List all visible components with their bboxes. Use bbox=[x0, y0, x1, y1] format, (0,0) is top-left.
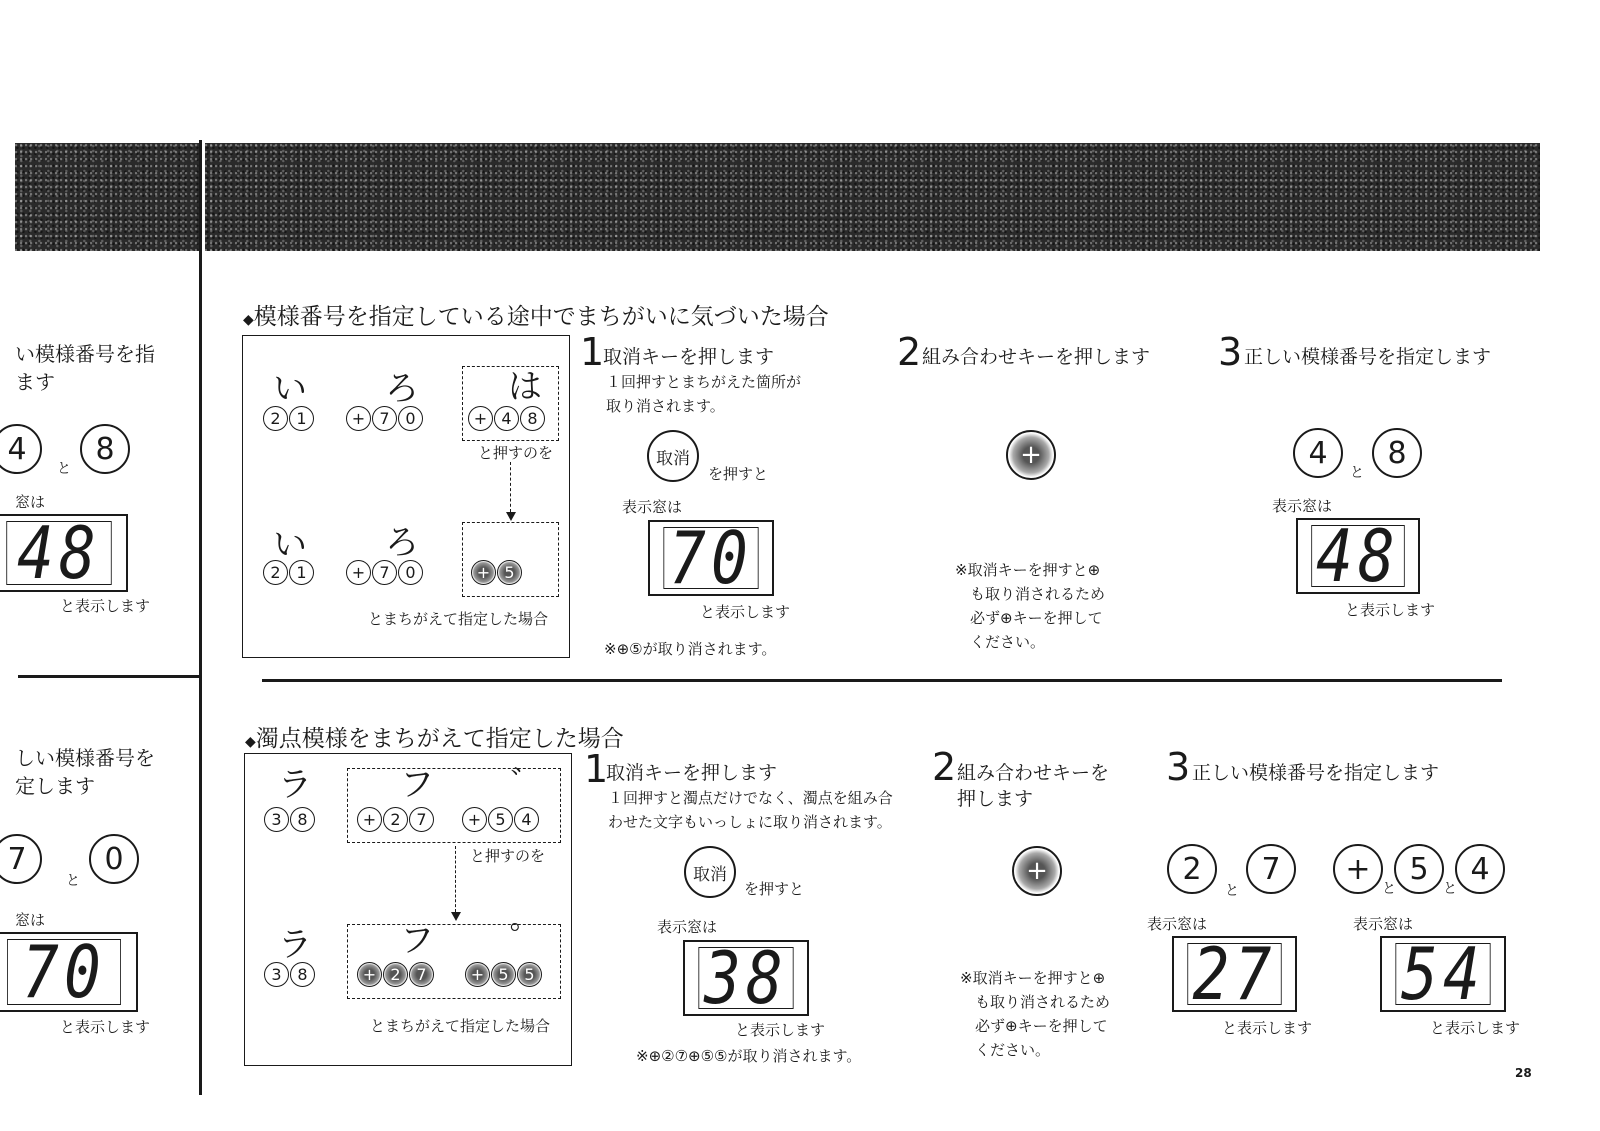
s2-step3-key-2: 2 bbox=[1167, 844, 1217, 894]
s2-kana-fu: フ bbox=[400, 765, 434, 805]
s1-step1-num: 1 bbox=[580, 330, 605, 374]
left-strip-s2-line2: 定します bbox=[15, 774, 95, 798]
s1-keys-p70-2 bbox=[346, 560, 424, 585]
s1-step3-key-4: 4 bbox=[1293, 428, 1343, 478]
s2-step3-key-5: 5 bbox=[1394, 844, 1444, 894]
s1-key-2b: 2 bbox=[263, 560, 288, 585]
s2-keys-wrong-b bbox=[357, 962, 435, 987]
s2-key-plus-cancelled-2: + bbox=[465, 962, 490, 987]
s2-keys-38-2 bbox=[264, 962, 316, 987]
left-strip-display-2-value: 70 bbox=[7, 939, 121, 1005]
s2-key-7-cancelled: 7 bbox=[409, 962, 434, 987]
s2-cancel-key: 取消 bbox=[684, 846, 736, 898]
s2-step1-display-value: 38 bbox=[698, 947, 793, 1009]
s2-step3-title: 正しい模様番号を指定します bbox=[1192, 762, 1440, 784]
s2-step3-to-1: と bbox=[1225, 883, 1239, 899]
s2-step2-num: 2 bbox=[932, 745, 957, 789]
left-strip-s1-line1: い模様番号を指 bbox=[15, 342, 155, 366]
page-number: 28 bbox=[1515, 1066, 1532, 1080]
s1-step3-display-value: 48 bbox=[1311, 525, 1405, 587]
s2-step3-key-4: 4 bbox=[1455, 844, 1505, 894]
s2-step1-title: 取消キーを押します bbox=[606, 762, 778, 784]
s2-step2-note4: ください。 bbox=[975, 1041, 1051, 1059]
section2-title bbox=[245, 720, 624, 753]
s2-key-5-cancelled-2: 5 bbox=[517, 962, 542, 987]
left-strip-shown-2: と表示します bbox=[60, 1018, 151, 1036]
s1-key-plus-cancelled: + bbox=[471, 560, 496, 585]
section1-bullet: ◆ bbox=[243, 312, 254, 328]
s1-kana-ro-2: ろ bbox=[385, 523, 419, 563]
s1-key-8: 8 bbox=[520, 406, 545, 431]
s1-step3-window: 表示窓は bbox=[1272, 497, 1333, 515]
s1-step3-title: 正しい模様番号を指定します bbox=[1244, 346, 1492, 368]
s1-step1-press: を押すと bbox=[708, 465, 769, 483]
s1-wrong-text: とまちがえて指定した場合 bbox=[368, 610, 549, 628]
left-strip-key-8: 8 bbox=[80, 424, 130, 474]
s2-key-3: 3 bbox=[264, 807, 289, 832]
s2-step3-shown-b: と表示します bbox=[1430, 1019, 1521, 1037]
s2-step1-display bbox=[683, 936, 809, 1020]
s2-step2-note2: も取り消されるため bbox=[975, 993, 1111, 1011]
s2-step3-display-a bbox=[1172, 932, 1297, 1016]
s2-keys-p27 bbox=[357, 807, 435, 832]
s2-push-text: と押すのを bbox=[470, 847, 546, 865]
s1-step2-note2: も取り消されるため bbox=[970, 585, 1106, 603]
section2-bullet: ◆ bbox=[245, 734, 256, 750]
s2-key-4: 4 bbox=[514, 807, 539, 832]
page-fold-line bbox=[199, 140, 202, 1095]
s1-step3-shown: と表示します bbox=[1345, 601, 1436, 619]
s2-step3-key-plus: + bbox=[1333, 844, 1383, 894]
s1-key-2: 2 bbox=[263, 406, 288, 431]
s2-combo-plus-icon: + bbox=[1026, 856, 1048, 886]
s2-kana-dakuten: ゛ bbox=[510, 765, 544, 805]
s1-kana-i: い bbox=[273, 369, 307, 409]
s2-key-2-cancelled: 2 bbox=[383, 962, 408, 987]
s1-step3-key-8: 8 bbox=[1372, 428, 1422, 478]
s1-step2-note1: ※取消キーを押すと⊕ bbox=[955, 561, 1101, 579]
s1-cancel-key: 取消 bbox=[647, 430, 699, 482]
s1-key-7: 7 bbox=[372, 406, 397, 431]
s2-step1-desc1: １回押すと濁点だけでなく、濁点を組み合 bbox=[608, 789, 893, 807]
s1-kana-i-2: い bbox=[273, 525, 307, 565]
s2-keys-38 bbox=[264, 807, 316, 832]
s1-step2-note3: 必ず⊕キーを押して bbox=[970, 609, 1103, 627]
s1-step3-to: と bbox=[1350, 465, 1364, 481]
s2-step3-display-b-value: 54 bbox=[1395, 943, 1490, 1005]
section2-title-text: 濁点模様をまちがえて指定した場合 bbox=[255, 726, 624, 752]
s1-key-plus: + bbox=[346, 406, 371, 431]
left-strip-s2-line1: しい模様番号を bbox=[15, 746, 155, 770]
s2-step1-window: 表示窓は bbox=[657, 918, 718, 936]
s2-key-8b: 8 bbox=[290, 962, 315, 987]
s2-arrow-line bbox=[455, 846, 456, 912]
s1-push-text: と押すのを bbox=[478, 444, 554, 462]
s2-key-plus: + bbox=[357, 807, 382, 832]
s2-step2-note3: 必ず⊕キーを押して bbox=[975, 1017, 1108, 1035]
s1-step1-desc2: 取り消されます。 bbox=[606, 397, 725, 415]
s1-step3-num: 3 bbox=[1218, 330, 1243, 374]
s2-key-plus-cancelled: + bbox=[357, 962, 382, 987]
section-divider bbox=[18, 675, 200, 678]
s2-step2-title1: 組み合わせキーを bbox=[957, 762, 1110, 784]
s2-key-8: 8 bbox=[290, 807, 315, 832]
s1-key-7b: 7 bbox=[372, 560, 397, 585]
s2-key-7: 7 bbox=[409, 807, 434, 832]
s1-keys-wrong bbox=[471, 560, 523, 585]
left-strip-to-2: と bbox=[66, 873, 80, 889]
s2-step3-to-2: と bbox=[1382, 881, 1396, 897]
left-strip-window-label: 窓は bbox=[15, 493, 46, 511]
left-strip-shown-1: と表示します bbox=[60, 597, 151, 615]
s1-step2-title: 組み合わせキーを押します bbox=[922, 346, 1151, 368]
s1-key-0b: 0 bbox=[398, 560, 423, 585]
left-strip-key-0: 0 bbox=[89, 834, 139, 884]
s2-keys-wrong-c bbox=[465, 962, 543, 987]
s2-step1-press: を押すと bbox=[744, 880, 805, 898]
s1-step1-note: ※⊕⑤が取り消されます。 bbox=[604, 640, 777, 658]
s1-step1-desc1: １回押すとまちがえた箇所が bbox=[606, 373, 802, 391]
s2-step3-display-a-value: 27 bbox=[1187, 943, 1281, 1005]
s1-step2-note4: ください。 bbox=[970, 633, 1046, 651]
left-strip-key-7: 7 bbox=[0, 834, 42, 884]
section1-title bbox=[243, 298, 829, 331]
s1-kana-ha: は bbox=[508, 367, 542, 407]
s2-step3-shown-a: と表示します bbox=[1222, 1019, 1313, 1037]
left-strip-s1-line2: ます bbox=[15, 370, 55, 394]
s1-keys-21-2 bbox=[263, 560, 315, 585]
s1-key-plus-b: + bbox=[346, 560, 371, 585]
left-strip-display-1 bbox=[0, 511, 128, 595]
s2-step3-num: 3 bbox=[1166, 745, 1191, 789]
s2-kana-ra-2: ラ bbox=[278, 925, 312, 965]
s2-step2-title2: 押します bbox=[957, 788, 1034, 810]
s1-key-5-cancelled: 5 bbox=[497, 560, 522, 585]
s1-step2-num: 2 bbox=[897, 330, 922, 374]
s2-step3-window-b: 表示窓は bbox=[1353, 915, 1414, 933]
left-strip-display-2 bbox=[0, 932, 138, 1012]
s1-arrow-line bbox=[510, 462, 511, 512]
s2-step1-num: 1 bbox=[584, 747, 609, 791]
s2-step3-display-b bbox=[1380, 932, 1506, 1016]
section1-title-text: 模様番号を指定している途中でまちがいに気づいた場合 bbox=[253, 304, 829, 330]
s1-key-4: 4 bbox=[494, 406, 519, 431]
s1-step1-display bbox=[648, 516, 774, 600]
s2-step3-key-7: 7 bbox=[1246, 844, 1296, 894]
s1-step1-window: 表示窓は bbox=[622, 498, 683, 516]
s2-keys-p54 bbox=[462, 807, 540, 832]
s2-kana-handakuten: ゜ bbox=[510, 921, 544, 961]
s1-key-1b: 1 bbox=[289, 560, 314, 585]
s1-step1-shown: と表示します bbox=[700, 603, 791, 621]
s1-keys-21 bbox=[263, 406, 315, 431]
s1-combo-key bbox=[1006, 430, 1056, 480]
left-strip-window-label-2: 窓は bbox=[15, 911, 46, 929]
s2-key-5-cancelled: 5 bbox=[491, 962, 516, 987]
s2-kana-fu-2: フ bbox=[400, 921, 434, 961]
s1-key-0: 0 bbox=[398, 406, 423, 431]
s1-step3-display bbox=[1296, 514, 1420, 598]
header-bar-left bbox=[15, 143, 200, 251]
s2-step3-to-3: と bbox=[1443, 881, 1457, 897]
s2-step1-note: ※⊕②⑦⊕⑤⑤が取り消されます。 bbox=[636, 1047, 862, 1065]
s2-kana-ra: ラ bbox=[278, 765, 312, 805]
s2-wrong-text: とまちがえて指定した場合 bbox=[370, 1017, 551, 1035]
s2-key-plus-2: + bbox=[462, 807, 487, 832]
s2-arrow-head bbox=[451, 912, 461, 921]
s2-combo-key bbox=[1012, 846, 1062, 896]
s2-step1-shown: と表示します bbox=[735, 1021, 826, 1039]
s1-step1-display-value: 70 bbox=[663, 527, 758, 589]
s2-step2-note1: ※取消キーを押すと⊕ bbox=[960, 969, 1106, 987]
s1-key-plus-2: + bbox=[468, 406, 493, 431]
s1-arrow-head bbox=[506, 512, 516, 521]
s1-step1-title: 取消キーを押します bbox=[603, 346, 775, 368]
s2-step3-window-a: 表示窓は bbox=[1147, 915, 1208, 933]
s2-step1-desc2: わせた文字もいっしょに取り消されます。 bbox=[608, 813, 892, 831]
s1-combo-plus-icon: + bbox=[1020, 440, 1042, 470]
section-divider-main bbox=[262, 679, 1502, 682]
s2-key-3b: 3 bbox=[264, 962, 289, 987]
left-strip-display-1-value: 48 bbox=[6, 521, 111, 585]
s2-key-2: 2 bbox=[383, 807, 408, 832]
s1-kana-ro: ろ bbox=[385, 369, 419, 409]
s1-key-1: 1 bbox=[289, 406, 314, 431]
left-strip-key-4: 4 bbox=[0, 424, 42, 474]
header-bar-main bbox=[205, 143, 1540, 251]
s1-keys-p70 bbox=[346, 406, 424, 431]
left-strip-to: と bbox=[57, 461, 71, 477]
s1-keys-p48 bbox=[468, 406, 546, 431]
s2-key-5: 5 bbox=[488, 807, 513, 832]
